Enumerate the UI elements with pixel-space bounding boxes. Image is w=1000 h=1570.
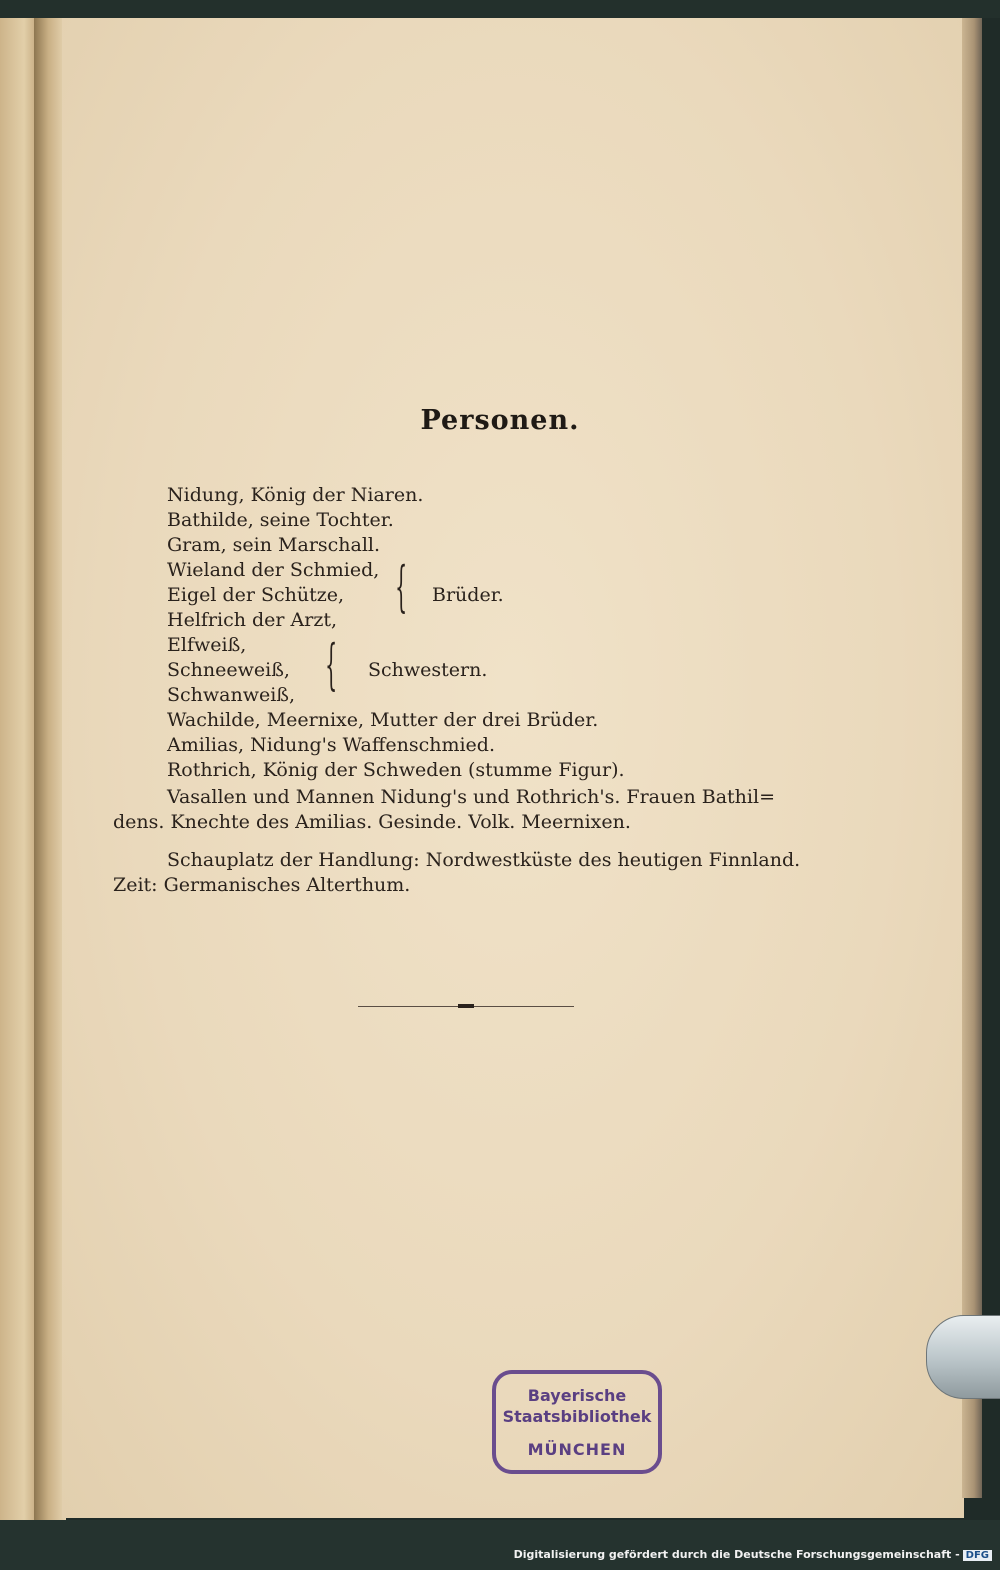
dfg-logo: DFG xyxy=(963,1550,992,1561)
time-line: Zeit: Germanisches Alterthum. xyxy=(113,874,411,896)
library-stamp xyxy=(492,1370,662,1474)
credit-text: Digitalisierung gefördert durch die Deutsche Forschungsgemeinschaft - xyxy=(513,1548,960,1561)
section-rule xyxy=(358,1006,458,1007)
role-line: Nidung, König der Niaren. xyxy=(167,484,424,506)
role-line: Bathilde, seine Tochter. xyxy=(167,509,394,531)
brothers-brace: { xyxy=(395,555,408,618)
digitization-credit xyxy=(514,1548,992,1561)
extras-line: dens. Knechte des Amilias. Gesinde. Volk. Meernixen. xyxy=(113,811,631,833)
role-line: Gram, sein Marschall. xyxy=(167,534,381,556)
role-line: Amilias, Nidung's Waffenschmied. xyxy=(167,734,495,756)
sisters-brace: { xyxy=(325,633,338,696)
role-line: Helfrich der Arzt, xyxy=(167,609,338,631)
section-rule-ornament xyxy=(458,1004,474,1008)
role-line: Schwanweiß, xyxy=(167,684,296,706)
stamp-line: Bayerische xyxy=(527,1386,627,1405)
role-line: Wieland der Schmied, xyxy=(167,559,380,581)
sisters-label: Schwestern. xyxy=(368,659,488,681)
section-rule xyxy=(474,1006,574,1007)
brothers-label: Brüder. xyxy=(432,584,504,606)
stamp-line: Staatsbibliothek xyxy=(502,1407,652,1426)
role-line: Eigel der Schütze, xyxy=(167,584,345,606)
scan-bottom-strip xyxy=(0,1520,1000,1570)
role-line: Elfweiß, xyxy=(167,634,247,656)
role-line: Wachilde, Meernixe, Mutter der drei Brüder. xyxy=(167,709,599,731)
page-clip-tab xyxy=(926,1315,1000,1399)
page-title: Personen. xyxy=(420,405,580,436)
role-line: Rothrich, König der Schweden (stumme Figur). xyxy=(167,759,625,781)
page-fore-edge xyxy=(962,18,982,1498)
stamp-line: MÜNCHEN xyxy=(527,1440,627,1459)
extras-line: Vasallen und Mannen Nidung's und Rothrich's. Frauen Bathil= xyxy=(167,786,775,808)
scan-top-edge xyxy=(0,0,1000,18)
role-line: Schneeweiß, xyxy=(167,659,290,681)
setting-line: Schauplatz der Handlung: Nordwestküste des heutigen Finnland. xyxy=(167,849,801,871)
